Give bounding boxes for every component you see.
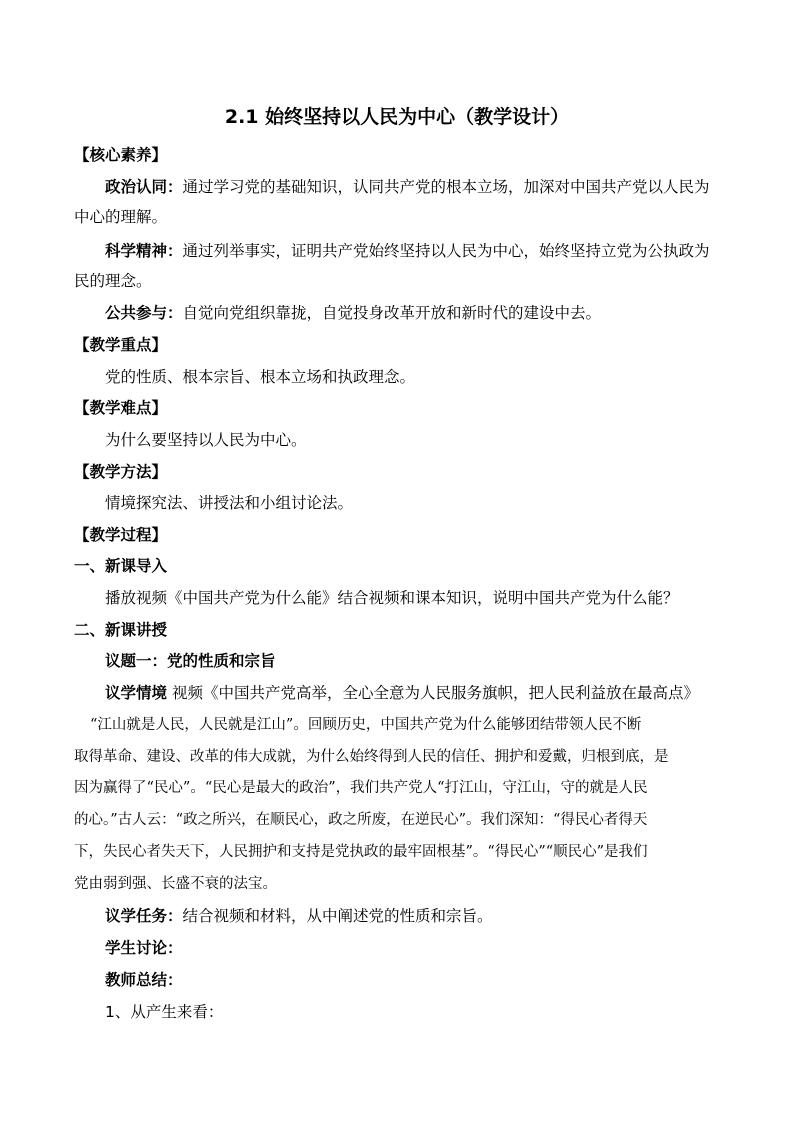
quote-line: 因为赢得了“民心”。“民心是最大的政治”，我们共产党人“打江山，守江山，守的就是人民	[74, 780, 648, 796]
core-literacy-heading: 【核心素养】	[74, 146, 168, 164]
intro-heading: 一、新课导入	[74, 557, 168, 575]
difficulties-heading: 【教学难点】	[74, 399, 168, 417]
page-title: 2.1 始终坚持以人民为中心（教学设计）	[224, 106, 570, 128]
process-heading: 【教学过程】	[74, 526, 168, 544]
quote-line: 的心。”古人云：“政之所兴，在顺民心，政之所废，在逆民心”。我们深知：“得民心者得天	[74, 812, 648, 828]
political-identity-label: 政治认同：	[105, 178, 183, 196]
scientific-spirit-label: 科学精神：	[105, 242, 183, 260]
point-origin: 1、从产生来看：	[105, 1003, 224, 1021]
public-participation-text: 自觉向党组织靠拢，自觉投身改革开放和新时代的建设中去。	[182, 304, 602, 322]
scientific-spirit-text: 通过列举事实，证明共产党始终坚持以人民为中心，始终坚持立党为公执政为	[182, 242, 710, 260]
task-text: 结合视频和材料，从中阐述党的性质和宗旨。	[182, 907, 493, 925]
student-discussion-label: 学生讨论：	[105, 939, 183, 957]
political-identity-text-cont: 中心的理解。	[74, 208, 168, 226]
situation-label: 议学情境	[105, 684, 168, 702]
methods-text: 情境探究法、讲授法和小组讨论法。	[105, 494, 354, 512]
quote-line: 党由弱到强、长盛不衰的法宝。	[74, 876, 277, 892]
situation-text: 视频《中国共产党高举，全心全意为人民服务旗帜，把人民利益放在最高点》	[171, 684, 699, 702]
key-points-heading: 【教学重点】	[74, 336, 168, 354]
scientific-spirit-line	[105, 240, 710, 262]
lecture-heading: 二、新课讲授	[74, 621, 168, 639]
public-participation-label: 公共参与：	[105, 304, 183, 322]
situation-line	[105, 682, 699, 704]
scientific-spirit-text-cont: 民的理念。	[74, 272, 152, 290]
topic-one-heading: 议题一：党的性质和宗旨	[105, 652, 276, 670]
task-line	[105, 905, 493, 927]
quote-line: “江山就是人民，人民就是江山”。回顾历史，中国共产党为什么能够团结带领人民不断	[90, 717, 642, 733]
key-points-text: 党的性质、根本宗旨、根本立场和执政理念。	[105, 368, 416, 386]
teacher-summary-label: 教师总结：	[105, 971, 183, 989]
quote-line: 取得革命、建设、改革的伟大成就，为什么始终得到人民的信任、拥护和爱戴，归根到底，是	[74, 749, 669, 765]
quote-line: 下，失民心者失天下，人民拥护和支持是党执政的最牢固根基”。“得民心”“顺民心”是我们	[74, 844, 648, 860]
intro-text: 播放视频《中国共产党为什么能》结合视频和课本知识，说明中国共产党为什么能？	[105, 589, 679, 607]
political-identity-text: 通过学习党的基础知识，认同共产党的根本立场，加深对中国共产党以人民为	[182, 178, 710, 196]
task-label: 议学任务：	[105, 907, 183, 925]
methods-heading: 【教学方法】	[74, 463, 168, 481]
political-identity-line	[105, 176, 710, 198]
difficulties-text: 为什么要坚持以人民为中心。	[105, 431, 307, 449]
public-participation-line	[105, 302, 601, 324]
